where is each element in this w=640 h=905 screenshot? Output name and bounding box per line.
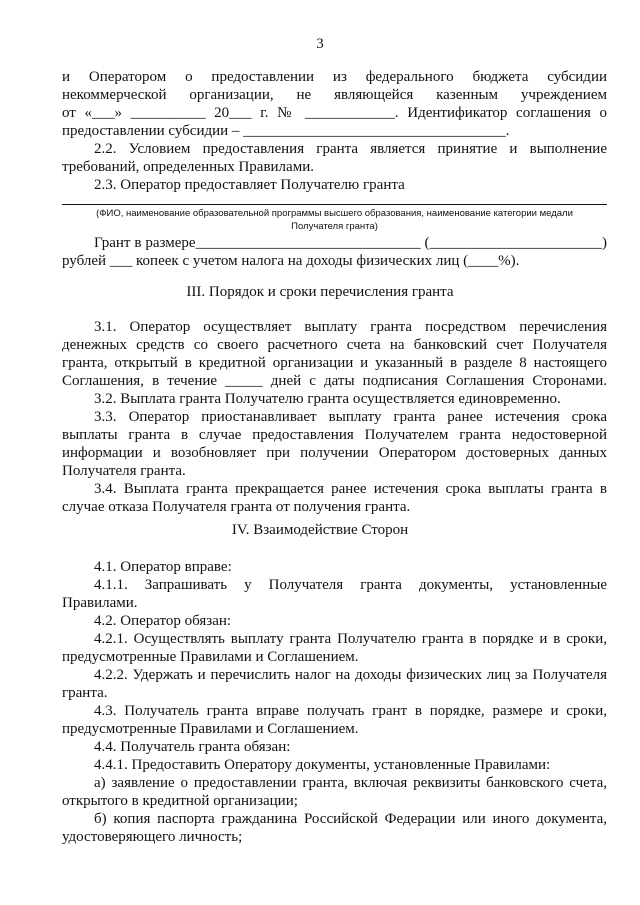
clause-3-3-line-3: информации и возобновляет при получении Оператором достоверных данных — [62, 445, 607, 461]
clause-3-1-line-2: денежных средств со своего расчетного счета на банковский счет Получателя — [62, 337, 607, 353]
clause-4-2-2-line-1: 4.2.2. Удержать и перечислить налог на доходы физических лиц за Получателя — [94, 667, 607, 683]
clause-4-1-1-line-2: Правилами. — [62, 595, 138, 611]
item-a-line-1: а) заявление о предоставлении гранта, включая реквизиты банковского счета, — [94, 775, 607, 791]
clause-2-2-line-2: требований, определенных Правилами. — [62, 159, 314, 175]
clause-4-3-line-2: предусмотренные Правилами и Соглашением. — [62, 721, 359, 737]
intro-line-3: от «___» __________ 20___ г. № ____________. Идентификатор соглашения о — [62, 105, 607, 121]
grant-amount-line-1: Грант в размере______________________________ (_______________________) — [94, 235, 607, 251]
clause-4-2-1-line-2: предусмотренные Правилами и Соглашением. — [62, 649, 359, 665]
clause-3-4-line-1: 3.4. Выплата гранта прекращается ранее истечения срока выплаты гранта в — [94, 481, 607, 497]
recipient-caption-line-1: (ФИО, наименование образовательной программы высшего образования, наименование категории медали — [96, 208, 573, 219]
section-3-heading: III. Порядок и сроки перечисления гранта — [186, 284, 454, 300]
clause-3-3-line-2: выплаты гранта в случае предоставления Получателем гранта недостоверной — [62, 427, 607, 443]
item-b-line-1: б) копия паспорта гражданина Российской Федерации или иного документа, — [94, 811, 607, 827]
section-4-heading: IV. Взаимодействие Сторон — [231, 522, 409, 538]
clause-3-1-line-3: гранта, открытый в кредитной организации и указанный в разделе 8 настоящего — [62, 355, 607, 371]
clause-3-3-line-1: 3.3. Оператор приостанавливает выплату гранта ранее истечения срока — [94, 409, 607, 425]
clause-4-2-1-line-1: 4.2.1. Осуществлять выплату гранта Получателю гранта в порядке и в сроки, — [94, 631, 607, 647]
clause-4-2: 4.2. Оператор обязан: — [94, 613, 232, 629]
clause-4-2-2-line-2: гранта. — [62, 685, 108, 701]
recipient-caption-line-2: Получателя гранта) — [291, 221, 378, 232]
clause-3-2: 3.2. Выплата гранта Получателю гранта осуществляется единовременно. — [94, 391, 561, 407]
recipient-fill-line — [62, 204, 607, 205]
clause-4-4-1: 4.4.1. Предоставить Оператору документы, установленные Правилами: — [94, 757, 551, 773]
item-a-line-2: открытого в кредитной организации; — [62, 793, 298, 809]
clause-4-4: 4.4. Получатель гранта обязан: — [94, 739, 291, 755]
clause-2-3: 2.3. Оператор предоставляет Получателю гранта — [94, 177, 405, 193]
clause-3-1-line-1: 3.1. Оператор осуществляет выплату гранта посредством перечисления — [94, 319, 607, 335]
clause-4-1-1-line-1: 4.1.1. Запрашивать у Получателя гранта документы, установленные — [94, 577, 607, 593]
intro-line-4: предоставлении субсидии – ___________________________________. — [62, 123, 510, 139]
clause-3-1-line-4: Соглашения, в течение _____ дней с даты подписания Соглашения Сторонами. — [62, 373, 607, 389]
grant-amount-line-2: рублей ___ копеек с учетом налога на доходы физических лиц (____%). — [62, 253, 520, 269]
intro-line-2: некоммерческой организации, не являющейся казенным учреждением — [62, 87, 607, 103]
clause-4-3-line-1: 4.3. Получатель гранта вправе получать грант в порядке, размере и сроки, — [94, 703, 607, 719]
clause-3-4-line-2: случае отказа Получателя гранта от получения гранта. — [62, 499, 411, 515]
clause-3-3-line-4: Получателя гранта. — [62, 463, 186, 479]
item-b-line-2: удостоверяющего личность; — [62, 829, 243, 845]
clause-2-2-line-1: 2.2. Условием предоставления гранта является принятие и выполнение — [94, 141, 607, 157]
page-number: 3 — [316, 36, 324, 52]
intro-line-1: и Оператором о предоставлении из федерального бюджета субсидии — [62, 69, 607, 85]
clause-4-1: 4.1. Оператор вправе: — [94, 559, 232, 575]
